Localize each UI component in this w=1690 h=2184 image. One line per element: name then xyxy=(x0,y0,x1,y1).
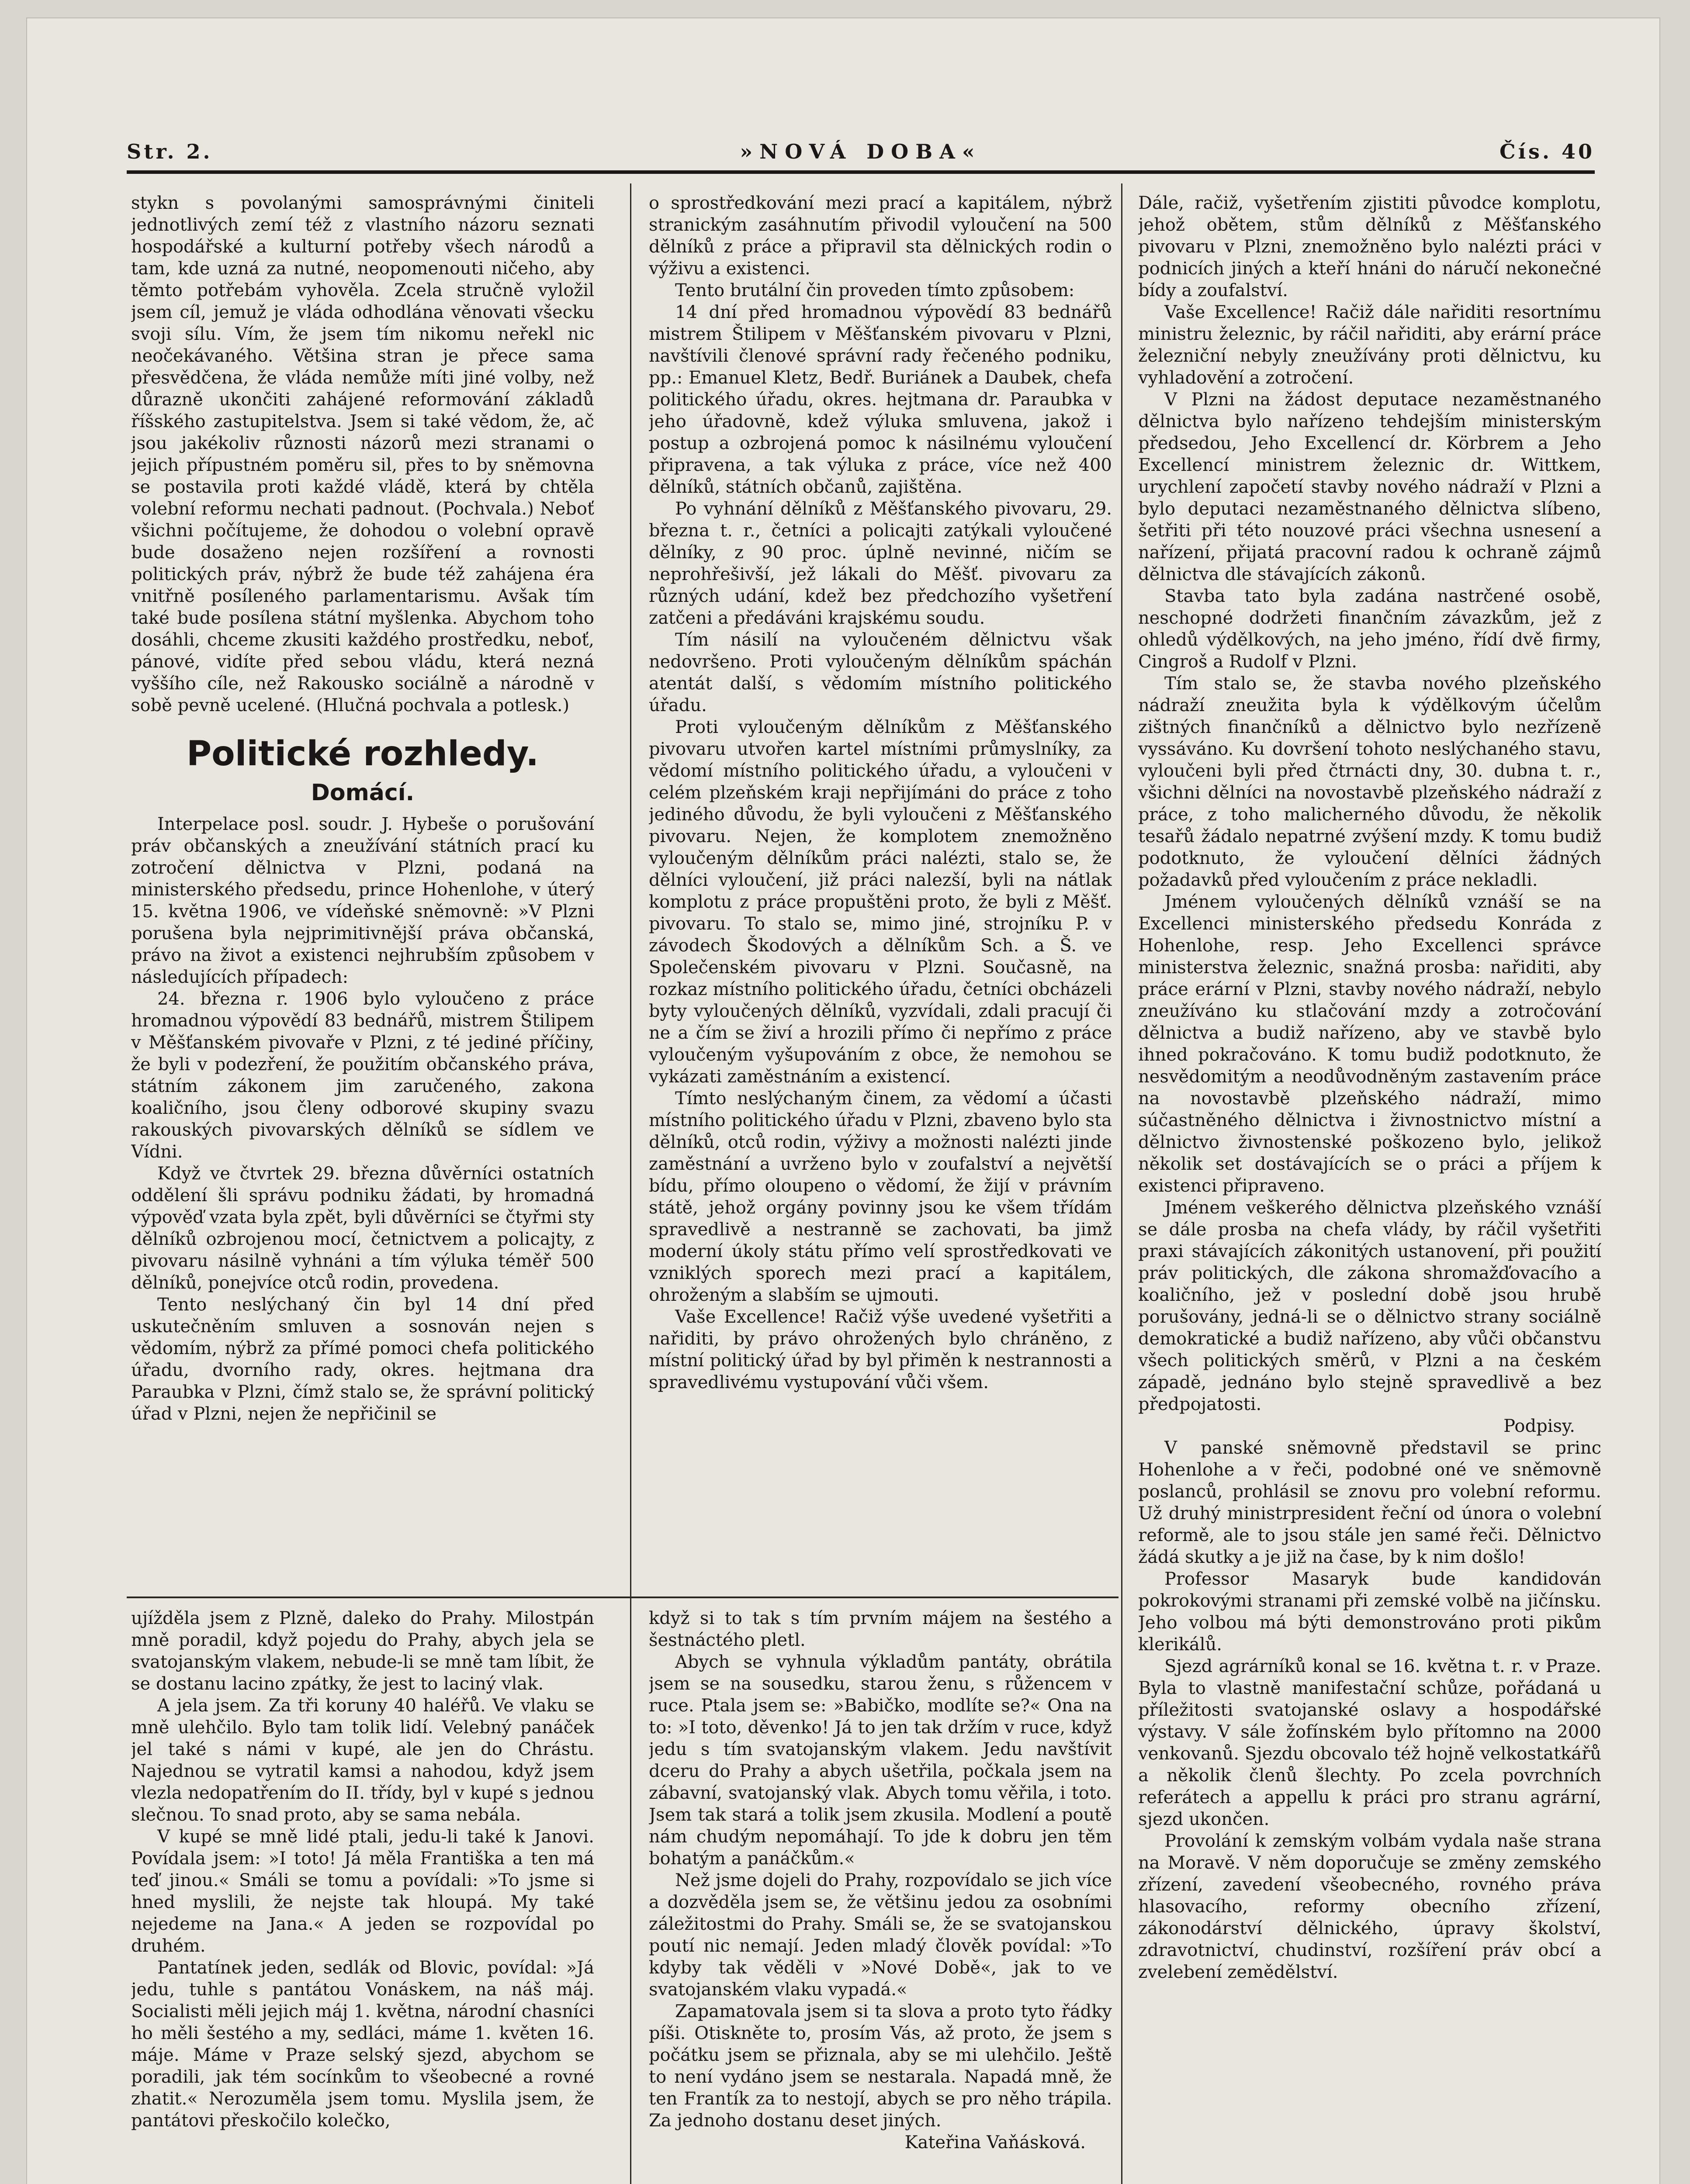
paragraph: Tímto neslýchaným činem, za vědomí a účasti místního politického úřadu v Plzni, zbaveno bylo sta dělníků, otců rodin, výživy a možnosti nalézti jinde zaměstnání a uvrženo bylo v zoufalství a největší bídu, přímo oloupeno o vědomí, že žijí v právním státě, jehož orgány povinny jsou ke všem třídám spravedlivě a nestranně se zachovati, ba jimž moderní úkoly státu přímo velí sprostředkovati ve vzniklých sporech mezi prací a kapitálem, ohroženým a slabším se ujmouti. xyxy=(649,1089,1112,1305)
paragraph: Jménem veškerého dělnictva plzeňského vznáší se dále prosba na chefa vlády, by ráčil vyšetřiti praxi stávajících zákonitých ustanovení, při použití práv politických, dle zákona shromažďovacího a koaličního, jež v poslední době jsou hrubě porušovány, jedná-li se o dělnictvo strany sociálně demokratické a budiž nařízeno, aby vůči občanstvu všech politických směrů, v Plzni a na českém západě, jednáno bylo stejně spravedlivě a bez předpojatosti. xyxy=(1138,1198,1601,1414)
paragraph: Sjezd agrárníků konal se 16. května t. r. v Praze. Byla to vlastně manifestační schůze, pořádaná u příležitosti svatojanské oslavy a hospodářské výstavy. V sále žofínském bylo přítomno na 2000 venkovanů. Sjezdu obcovalo též hojně velkostatkářů a několik členů šlechty. Po zcela povrchních referátech a appellu k práci pro stranu agrární, sjezd ukončen. xyxy=(1138,1656,1601,1829)
section-subtitle: Domácí. xyxy=(311,780,415,806)
paragraph: Abych se vyhnula výkladům pantáty, obrátila jsem se na sousedku, starou ženu, s růžencem v ruce. Ptala jsem se: »Babičko, modlíte se?« Ona na to: »I toto, děvenko! Já to jen tak držím v ruce, když jedu s tím svatojanským vlakem. Jedu navštívit dceru do Prahy a abych ušetřila, počkala jsem na zábavní, svatojanský vlak. Abych tomu věřila, i toto. Jsem tak stará a tolik jsem zkusila. Modlení a poutě nám chudým nepomáhají. To jde k dobru jen těm bohatým a panáčkům.« xyxy=(649,1652,1112,1869)
newspaper-page xyxy=(26,17,1660,2184)
paragraph: Vaše Excellence! Račiž dále nařiditi resortnímu ministru železnic, by ráčil nařiditi, aby erární práce železniční nebyly zneužívány proti dělnictvu, ku vyhladovění a zotročení. xyxy=(1138,302,1601,388)
section-divider-left xyxy=(127,1597,1119,1598)
paragraph: Po vyhnání dělníků z Měšťanského pivovaru, 29. března t. r., četníci a policajti zatýkali vyloučené dělníky, z 90 proc. úplně nevinné, ničím se neprohřešivší, jež lákali do Měšť. pivovaru za různých udání, kdež bez předchozího vyšetření zatčeni a předáváni krajskému soudu. xyxy=(649,499,1112,628)
paragraph: stykn s povolanými samosprávnými činiteli jednotlivých zemí též z vlastního názoru seznati hospodářské a kulturní potřeby všech národů a tam, kde uzná za nutné, neopomenouti ničeho, aby těmto potřebám vyhověla. Zcela stručně vyložil jsem cíl, jemuž je vláda odhodlána věnovati všecku svoji sílu. Vím, že jsem tím nikomu neřekl nic neočekávaného. Většina stran je přece sama přesvědčena, že vláda nemůže míti jiné volby, než důrazně ukončiti zahájené reformování základů říšského zastupitelstva. Jsem si také vědom, že, ač jsou jakékoliv různosti názorů mezi stranami o jejich přípustném poměru sil, přes to by sněmovna se postavila proti každé vládě, která by chtěla volební reformu nechati padnout. (Pochvala.) Neboť všichni počítujeme, že dohodou o volební opravě bude dosaženo nejen rozšíření a rovnosti politických práv, nýbrž že bude též zahájena éra vnitřně posíleného parlamentarismu. Avšak tím také bude posílena státní myšlenka. Abychom toho dosáhli, chceme zkusiti každého prostředku, neboť, pánové, vidíte před sebou vládu, která nezná vyššího cíle, než Rakousko sociálně a národně v sobě pevně ucelené. (Hlučná pochvala a potlesk.) xyxy=(131,193,594,715)
paragraph: Tím stalo se, že stavba nového plzeňského nádraží zneužita byla k výdělkovým účelům zištných finančníků a dělnictvo bylo nezřízeně vyssáváno. Ku dovršení tohoto neslýchaného stavu, vyloučeni byli před čtrnácti dny, 30. dubna t. r., všichni dělníci na novostavbě plzeňského nádraží z práce, z toho malicherného důvodu, že několik tesařů žádalo nepatrné zvýšení mzdy. K tomu budiž podotknuto, že vyloučení dělníci žádných požadavků před vyloučením z práce nekladli. xyxy=(1138,674,1601,890)
paragraph: Provolání k zemským volbám vydala naše strana na Moravě. V něm doporučuje se změny zemského zřízení, zavedení všeobecného, rovného práva hlasovacího, reformy obecního zřízení, zákonodárství dělnického, úpravy školství, zdravotnictví, chudinství, rozšíření práv obcí a zvelebení zemědělství. xyxy=(1138,1831,1601,1982)
paragraph: V Plzni na žádost deputace nezaměstnaného dělnictva bylo nařízeno tehdejším ministerským předsedou, Jeho Excellencí dr. Körbrem a Jeho Excellencí ministrem železnic dr. Wittkem, urychlení započetí stavby nového nádraží v Plzni a bylo deputaci nezaměstnaného dělnictva slíbeno, šetřiti při této nouzové práci všechna usnesení a nařízení, přijatá pracovní radou k ochraně zájmů dělnictva dle stávajících zákonů. xyxy=(1138,390,1601,584)
paragraph: Tento neslýchaný čin byl 14 dní před uskutečněním smluven a sosnován nejen s vědomím, nýbrž za přímé pomoci chefa politického úřadu, dvorního rady, okres. hejtmana dra Paraubka v Plzni, čímž stalo se, že správní politický úřad v Plzni, nejen že nepřičinil se xyxy=(131,1295,594,1424)
paragraph: Vaše Excellence! Račiž výše uvedené vyšetřiti a nařiditi, by právo ohrožených bylo chráněno, z místní politický úřad by byl přiměn k nestrannosti a spravedlivému vystupování vůči všem. xyxy=(649,1307,1112,1393)
paragraph: V kupé se mně lidé ptali, jedu-li také k Janovi. Povídala jsem: »I toto! Já měla Františka a ten má teď jinou.« Smáli se tomu a povídali: »To jsme si hned myslili, že nejste tak hloupá. My také nejedeme na Jana.« A jeden se rozpovídal po druhém. xyxy=(131,1827,594,1956)
column-3 xyxy=(1138,192,1601,2184)
paragraph: Tím násilí na vyloučeném dělnictvu však nedovršeno. Proti vyloučeným dělníkům spáchán atentát další, s vědomím místního politického úřadu. xyxy=(649,630,1112,715)
paragraph: Professor Masaryk bude kandidován pokrokovými stranami při zemské volbě na jičínsku. Jeho volbou má býti demonstrováno proti pikům klerikálů. xyxy=(1138,1569,1601,1655)
paragraph: Interpelace posl. soudr. J. Hybeše o porušování práv občanských a zneužívání státních prací ku zotročení dělnictva v Plzni, podaná na ministerského předsedu, prince Hohenlohe, v úterý 15. května 1906, ve vídeňské sněmovně: »V Plzni porušena byla nejprimitivnější práva občanská, právo na život a existenci nejhrubším způsobem v následujících případech: xyxy=(131,814,594,987)
section-title: Politické rozhledy. xyxy=(186,734,539,774)
paragraph: A jela jsem. Za tři koruny 40 haléřů. Ve vlaku se mně ulehčilo. Bylo tam tolik lidí. Velebný panáček jel také s námi v kupé, ale jen do Chrástu. Najednou se vytratil kamsi a nahodou, když jsem vlezla nedopatřením do II. třídy, byl v kupé s jednou slečnou. To snad proto, aby se sama nebála. xyxy=(131,1696,594,1825)
paragraph: když si to tak s tím prvním májem na šestého a šestnáctého pletl. xyxy=(649,1608,1112,1650)
column-1 xyxy=(131,192,594,1590)
paragraph: Zapamatovala jsem si ta slova a proto tyto řádky píši. Otiskněte to, prosím Vás, až proto, že jsem s počátku jsem se přiznala, aby se mi ulehčilo. Ještě to není vydáno jsem se nestarala. Napadá mně, že ten Frantík za to nestojí, abych se pro něho trápila. Za jednoho dostanu deset jiných. xyxy=(649,2001,1112,2131)
author-signature: Kateřina Vaňásková. xyxy=(904,2132,1086,2153)
paragraph: Jménem vyloučených dělníků vznáší se na Excellenci ministerského předsedu Konráda z Hohenlohe, resp. Jeho Excellenci správce ministerstva železnic, snažná prosba: nařiditi, aby práce erární v Plzni, stavby nového nádraží, nebylo zneužíváno ku stlačování mzdy a zotročování dělnictva a budiž nařízeno, aby ve stavbě bylo ihned pokračováno. K tomu budiž podotknuto, že nesvědomitým a neodůvodněným zastavením práce na novostavbě plzeňského nádraží, mimo súčastněného dělnictva i živnostnictvo místní a dělnictvo živnostenské poškozeno bylo, jelikož několik set dostávajících se o práci a příjem k existenci připraveno. xyxy=(1138,892,1601,1196)
page-number: Str. 2. xyxy=(127,140,213,163)
issue-number: Čís. 40 xyxy=(1499,140,1595,163)
paragraph: o sprostředkování mezi prací a kapitálem, nýbrž stranickým zasáhnutím přivodil vyloučení na 500 dělníků z práce a připravil sta dělnických rodin o výživu a existenci. xyxy=(649,193,1112,279)
paragraph: Když ve čtvrtek 29. března důvěrníci ostatních oddělení šli správu podniku žádati, by hromadná výpověď vzata byla zpět, byli důvěrníci se čtyřmi sty dělníků ozbrojenou mocí, četnictvem a policajty, z pivovaru násilně vyhnáni a tím výluka téměř 500 dělníků, ponejvíce otců rodin, provedena. xyxy=(131,1164,594,1293)
paragraph: Pantatínek jeden, sedlák od Blovic, povídal: »Já jedu, tuhle s pantátou Vonáskem, na náš máj. Socialisti měli jejich máj 1. května, národní chasníci ho měli šestého a my, sedláci, máme 1. květen 16. máje. Máme v Praze selský sjezd, abychom se poradili, jak tém socínkům to všeobecné a rovné zhatit.« Nerozuměla jsem tomu. Myslila jsem, že pantátovi přeskočilo kolečko, xyxy=(131,1958,594,2131)
paragraph: Než jsme dojeli do Prahy, rozpovídalo se jich více a dozvěděla jsem se, že většinu jedou za osobními záležitostmi do Prahy. Smáli se, že se svatojanskou poutí nic nemají. Jeden mladý člověk povídal: »To kdyby tak věděli v »Nové Době«, jak to ve svatojanském vlaku vypadá.« xyxy=(649,1870,1112,2000)
column-2-bottom xyxy=(649,1607,1112,2184)
page-header xyxy=(127,140,1595,170)
paragraph: Dále, račiž, vyšetřením zjistiti původce komplotu, jehož obětem, stům dělníků z Měšťanského pivovaru v Plzni, znemožněno bylo nalézti práci v podnicích jiných a kteří hnáni do náručí nekonečné bídy a zoufalství. xyxy=(1138,193,1601,301)
column-divider-2 xyxy=(1121,183,1122,2184)
paragraph: V panské sněmovně představil se princ Hohenlohe a v řeči, podobné oné ve sněmovně poslanců, prohlásil se znovu pro volební reformu. Už druhý ministrpresident řeční od února o volební reformě, ale to jsou stále jen samé řeči. Dělnictvo žádá skutky a je již na čase, by k nim došlo! xyxy=(1138,1438,1601,1567)
paragraph: 24. března r. 1906 bylo vyloučeno z práce hromadnou výpovědí 83 bednářů, mistrem Štilipem v Měšťanském pivovaře v Plzni, z té jediné příčiny, že byli v podezření, že použitím občanského práva, státním zákonem jim zaručeného, zakona koaličního, jsou členy odborové skupiny svazu rakouských pivovarských dělníků se sídlem ve Vídni. xyxy=(131,989,594,1162)
column-2 xyxy=(649,192,1112,1590)
paragraph: Proti vyloučeným dělníkům z Měšťanského pivovaru utvořen kartel místními průmyslníky, za vědomí místního politického úřadu, a vyloučeni v celém plzeňském kraji nepřijímáni do práce z toho jediného důvodu, že byli vyloučeni z Měšťanského pivovaru. Nejen, že komplotem znemožněno vyloučeným dělníkům práci nalézti, stalo se, že dělníci vyloučení, již práci nalezší, byli na nátlak komplotu z práce propuštěni proto, že byli z Měšť. pivovaru. To stalo se, mimo jiné, strojníku P. v závodech Škodových a dělníkům Sch. a Š. ve Společenském pivovaru v Plzni. Současně, na rozkaz místního politického úřadu, četníci obcházeli byty vyloučených dělníků, vyzvídali, zdali pracují či ne a čím se živí a hrozili přímo či nepřímo z práce vyloučeným vyšupováním z obce, že nemohou se vykázati zaměstnáním a existencí. xyxy=(649,717,1112,1087)
signature-line: Podpisy. xyxy=(1503,1416,1575,1436)
column-divider-1 xyxy=(630,183,631,2184)
masthead: »NOVÁ DOBA« xyxy=(740,140,982,163)
paragraph: Stavba tato byla zadána nastrčené osobě, neschopné dodržeti finančním závazkům, jež z ohledů výdělkových, na jeho jméno, řídí dvě firmy, Cingroš a Rudolf v Plzni. xyxy=(1138,586,1601,672)
column-1-bottom xyxy=(131,1607,594,2184)
paragraph: ujížděla jsem z Plzně, daleko do Prahy. Milostpán mně poradil, když pojedu do Prahy, abych jela se svatojanským vlakem, nebude-li se mně tam líbit, že se dostanu lacino zpátky, že jest to laciný vlak. xyxy=(131,1608,594,1694)
header-rule xyxy=(127,170,1595,174)
paragraph: 14 dní před hromadnou výpovědí 83 bednářů mistrem Štilipem v Měšťanském pivovaru v Plzni, navštívili členové správní rady řečeného podniku, pp.: Emanuel Kletz, Bedř. Buriánek a Daubek, chefa politického úřadu, okres. hejtmana dr. Paraubka v jeho úřadovně, kdež výluka smluvena, jakož i postup a ozbrojená pomoc k násilnému vyloučení připravena, a tak výluka z práce, více než 400 dělníků, státních občanů, zajištěna. xyxy=(649,302,1112,497)
paragraph: Tento brutální čin proveden tímto způsobem: xyxy=(675,280,1075,301)
